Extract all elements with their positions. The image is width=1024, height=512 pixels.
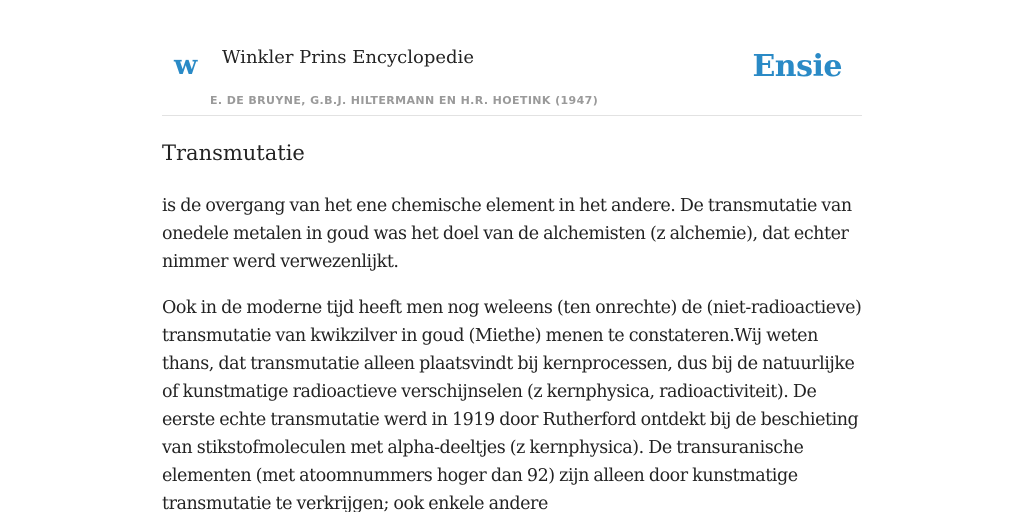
winkler-prins-logo[interactable]: w (174, 50, 198, 81)
article-paragraph: Ook in de moderne tijd heeft men nog weleens (ten onrechte) de (niet-radioactieve) transmutatie van kwikzilver in goud (Miethe) menen te constateren.Wij weten thans, dat transmutatie alleen plaatsvindt bij kernprocessen, dus bij de natuurlijke of kunstmatige radioactieve verschijnselen (z kernphysica, radioactiviteit). De eerste echte transmutatie werd in 1919 door Rutherford ontdekt bij de beschieting van stikstofmoleculen met alpha-deeltjes (z kernphysica). De transuranische elementen (met atoomnummers hoger dan 92) zijn alleen door kunstmatige transmutatie te verkrijgen; ook enkele andere (162, 298, 862, 512)
authors-line: E. DE BRUYNE, G.B.J. HILTERMANN EN H.R. HOETINK (1947) (210, 94, 599, 107)
entry-title: Transmutatie (162, 141, 305, 165)
ensie-logo[interactable]: Ensie (752, 49, 842, 84)
article-paragraph: is de overgang van het ene chemische element in het andere. De transmutatie van onedele metalen in goud was het doel van de alchemisten (z alchemie), dat echter nimmer werd verwezenlijkt. (162, 196, 852, 272)
book-title[interactable]: Winkler Prins Encyclopedie (222, 47, 474, 68)
page-container (162, 0, 862, 512)
article-body (162, 192, 862, 512)
page-header (162, 0, 862, 116)
